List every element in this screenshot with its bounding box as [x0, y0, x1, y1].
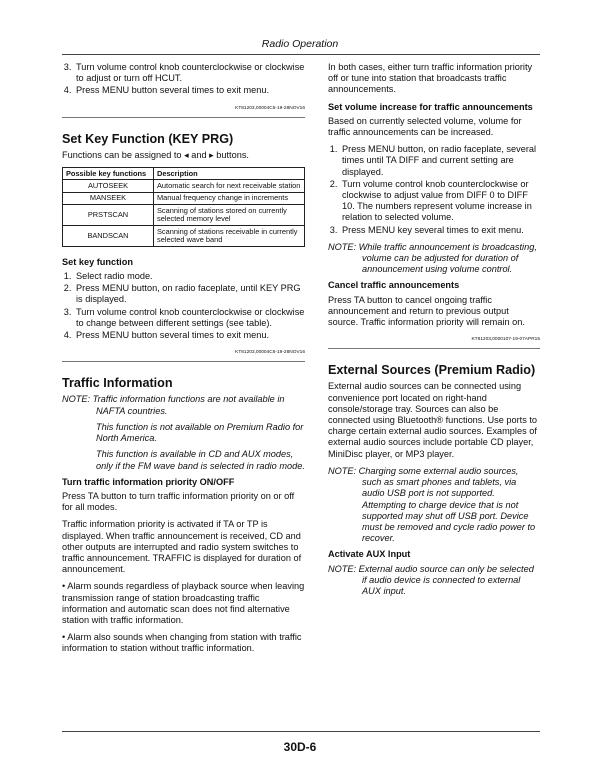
note-text: This function is available in CD and AUX modes, only if the FM wave band is selected in radio mode. [96, 449, 305, 471]
step: 4. Press MENU button several times to exit menu. [74, 330, 305, 341]
function-description: Scanning of stations stored on currently selected memory level [154, 205, 305, 226]
step: 2. Press MENU button, on radio faceplate, until KEY PRG is displayed. [74, 283, 305, 305]
section-title-traffic: Traffic Information [62, 376, 173, 391]
left-column [62, 62, 305, 661]
table-row [63, 226, 305, 247]
paragraph: Traffic information priority is activated if TA or TP is displayed. When traffic announcement is received, CD and other outputs are interrupted and radio system switches to traffic announcement. TRAFFIC is displayed for duration of announcement. [62, 519, 302, 575]
reference-code: KT81203,00004C5-19-28NOV16 [235, 105, 305, 111]
ta-heading: Turn traffic information priority ON/OFF [62, 476, 235, 487]
note [62, 394, 305, 416]
function-name: MANSEEK [63, 192, 154, 204]
aux-heading: Activate AUX Input [328, 549, 411, 560]
table-row [63, 205, 305, 226]
step: 1. Select radio mode. [74, 271, 305, 282]
function-description: Scanning of stations receivable in currently selected wave band [154, 226, 305, 247]
note-label: NOTE: [62, 394, 91, 405]
paragraph: Press TA button to turn traffic information priority on or off for all modes. [62, 490, 295, 513]
paragraph: Based on currently selected volume, volume for traffic announcements can be increased. [328, 115, 522, 138]
volume-heading: Set volume increase for traffic announcements [328, 101, 533, 112]
step: 3. Turn volume control knob counterclockwise or clockwise to adjust or turn off HCUT. [74, 62, 305, 84]
table-row [63, 180, 305, 192]
paragraph: In both cases, either turn traffic information priority off or tune into station that broadcasts traffic announcements. [328, 62, 533, 95]
paragraph: Press TA button to cancel ongoing traffic announcement and return to previous output source. Traffic information priority will remain on. [328, 294, 525, 328]
function-name: AUTOSEEK [63, 180, 154, 192]
table-row [63, 192, 305, 204]
set-key-steps [62, 271, 305, 341]
right-column [328, 62, 540, 602]
running-header: Radio Operation [261, 38, 339, 50]
note-label: NOTE: [328, 563, 357, 574]
note [328, 564, 540, 598]
table-header-row [63, 168, 305, 180]
continued-steps [62, 62, 305, 97]
function-name: PRSTSCAN [63, 205, 154, 226]
volume-steps [328, 144, 540, 236]
note-text: External audio source can only be selected if audio device is connected to external AUX input. [358, 563, 534, 596]
step: 4. Press MENU button several times to exit menu. [74, 85, 305, 96]
step: 3. Press MENU key several times to exit menu. [340, 225, 540, 236]
set-key-heading: Set key function [62, 256, 133, 267]
step: 1. Press MENU button, on radio faceplate, several times until TA DIFF and current setting are displayed. [340, 144, 540, 178]
function-description: Automatic search for next receivable station [154, 180, 305, 192]
reference-code: KT81203,0000107-19-07APR15 [471, 337, 540, 343]
page-number: 30D-6 [283, 740, 317, 754]
note-text: Charging some external audio sources, such as smart phones and tablets, via audio USB port is not supported. Attempting to charge device that is not supported may shut off USB port. Device must be removed and cycle radio power to recover. [358, 465, 536, 544]
footer-rule [62, 731, 540, 732]
column-header: Description [154, 168, 305, 180]
note-text: While traffic announcement is broadcasting, volume can be adjusted for duration of announcement using volume control. [358, 241, 537, 275]
section-title-external: External Sources (Premium Radio) [328, 363, 536, 378]
header-rule [62, 54, 540, 55]
cancel-heading: Cancel traffic announcements [328, 280, 460, 291]
key-functions-table [62, 167, 305, 247]
step: 2. Turn volume control knob counterclockwise or clockwise to adjust value from DIFF 0 to DIFF 10. The numbers represent volume increase in relation to selected volume. [340, 179, 540, 224]
note-text: Traffic information functions are not available in NAFTA countries. [92, 394, 285, 416]
note-text: This function is not available on Premium Radio for North America. [96, 421, 304, 444]
paragraph: External audio sources can be connected using convenience port located on right-hand console/storage tray. Sources can also be connected using Bluetooth® functions. Use ports to charge certain external audio sources. Examples of external audio sources include portable CD player, MiniDisc player, or MP3 player. [328, 381, 538, 459]
note [328, 242, 540, 276]
reference-code: KT81203,00004C6-19-28NOV16 [235, 350, 305, 356]
function-name: BANDSCAN [63, 226, 154, 247]
key-prg-intro: Functions can be assigned to ◂ and ▸ buttons. [62, 149, 249, 160]
function-description: Manual frequency change in increments [154, 192, 305, 204]
column-header: Possible key functions [63, 168, 154, 180]
note [328, 466, 540, 544]
note-label: NOTE: [328, 465, 357, 476]
step: 3. Turn volume control knob counterclockwise or clockwise to change between different settings (see table). [74, 307, 305, 329]
bullet-paragraph: • Alarm sounds regardless of playback source when leaving transmission range of station broadcasting traffic information and automatic scan does not find alternative station with traffic information. [62, 581, 305, 625]
note-label: NOTE: [328, 241, 357, 252]
section-title-key-prg: Set Key Function (KEY PRG) [62, 131, 234, 146]
bullet-paragraph: • Alarm also sounds when changing from station with traffic information to station without traffic information. [62, 632, 302, 654]
